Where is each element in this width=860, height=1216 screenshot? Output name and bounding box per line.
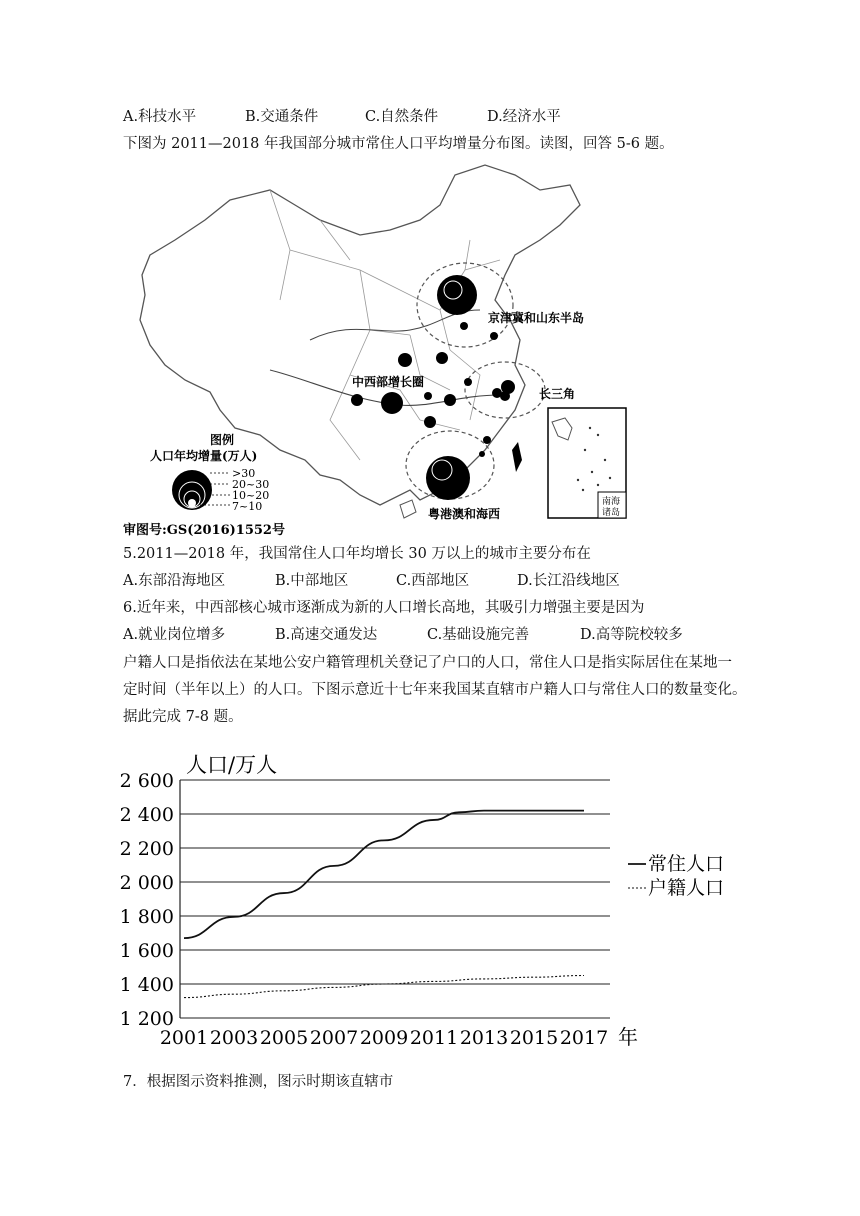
legend-label: 常住人口	[648, 853, 725, 875]
city-bubble	[424, 416, 436, 428]
y-tick-label: 1 600	[120, 940, 174, 962]
inset-label: 南海	[602, 497, 621, 507]
legend-title: 图例	[210, 433, 235, 447]
q5-option-c: C.西部地区	[396, 573, 470, 589]
city-bubble	[483, 436, 491, 444]
inset-label: 诸岛	[602, 508, 621, 518]
legend-item: 7~10	[232, 500, 263, 513]
x-tick-label: 2015	[509, 1027, 559, 1049]
q5-option-a: A.东部沿海地区	[123, 573, 226, 589]
series-line-1	[184, 976, 584, 998]
city-bubble	[444, 394, 456, 406]
passage-line-3: 据此完成 7-8 题。	[123, 709, 243, 725]
x-tick-label: 2003	[209, 1027, 259, 1049]
q4-option-b: B.交通条件	[245, 109, 319, 125]
passage-line-2: 定时间（半年以上）的人口。下图示意近十七年来我国某直辖市户籍人口与常住人口的数量变化。	[123, 682, 747, 698]
q6-stem: 6.近年来，中西部核心城市逐渐成为新的人口增长高地，其吸引力增强主要是因为	[123, 600, 645, 616]
x-tick-label: 2017	[559, 1027, 609, 1049]
y-tick-label: 1 800	[120, 906, 174, 928]
y-tick-label: 1 400	[120, 974, 174, 996]
region-label-south: 粤港澳和海西	[428, 507, 501, 521]
x-tick-label: 2009	[359, 1027, 409, 1049]
legend-item: 20~30	[232, 478, 270, 491]
city-bubble	[490, 332, 498, 340]
x-tick-label: 2007	[309, 1027, 359, 1049]
city-bubble	[381, 392, 403, 414]
q5-option-d: D.长江沿线地区	[517, 573, 620, 589]
q4-option-a: A.科技水平	[123, 109, 197, 125]
q6-option-c: C.基础设施完善	[427, 627, 530, 643]
x-tick-label: 2013	[459, 1027, 509, 1049]
legend-subtitle: 人口年均增量(万人)	[150, 449, 258, 463]
series-line-0	[184, 811, 584, 939]
city-bubble	[424, 392, 432, 400]
q5-option-b: B.中部地区	[275, 573, 349, 589]
y-tick-label: 1 200	[120, 1008, 174, 1030]
city-bubble	[437, 275, 477, 315]
city-bubble	[351, 394, 363, 406]
region-label-central-west: 中西部增长圈	[352, 375, 425, 389]
city-bubble	[398, 353, 412, 367]
q6-option-b: B.高速交通发达	[275, 627, 378, 643]
taiwan-island	[512, 442, 522, 472]
hainan-island	[400, 500, 416, 518]
passage-line-1: 户籍人口是指依法在某地公安户籍管理机关登记了户口的人口，常住人口是指实际居住在某地一	[123, 655, 732, 671]
city-bubble	[460, 322, 468, 330]
q4-option-d: D.经济水平	[487, 109, 561, 125]
q4-option-c: C.自然条件	[365, 109, 439, 125]
y-axis-label: 人口/万人	[186, 753, 278, 777]
q7-stem: 7．根据图示资料推测，图示时期该直辖市	[123, 1074, 394, 1090]
map-intro: 下图为 2011—2018 年我国部分城市常住人口平均增量分布图。读图，回答 5-6 题。	[123, 136, 674, 152]
y-tick-label: 2 600	[120, 770, 174, 792]
x-tick-label: 2011	[409, 1027, 459, 1049]
legend-item: 10~20	[232, 489, 270, 502]
city-bubble	[464, 378, 472, 386]
x-tick-label: 2001	[159, 1027, 209, 1049]
region-label-jingjinji: 京津冀和山东半岛	[488, 311, 585, 325]
x-axis-label: 年	[618, 1025, 638, 1049]
population-line-chart	[120, 748, 740, 1058]
city-bubble	[479, 451, 485, 457]
legend-label: 户籍人口	[648, 877, 725, 899]
region-label-yangtze: 长三角	[539, 387, 576, 401]
q6-option-a: A.就业岗位增多	[123, 627, 226, 643]
x-tick-label: 2005	[259, 1027, 309, 1049]
legend-item: >30	[232, 467, 256, 480]
y-tick-label: 2 200	[120, 838, 174, 860]
q6-option-d: D.高等院校较多	[580, 627, 683, 643]
city-bubble	[500, 391, 510, 401]
population-map	[120, 160, 640, 538]
city-bubble	[436, 352, 448, 364]
q5-stem: 5.2011—2018 年，我国常住人口年均增长 30 万以上的城市主要分布在	[123, 546, 591, 562]
y-tick-label: 2 000	[120, 872, 174, 894]
map-review-number: 审图号:GS(2016)1552号	[123, 523, 285, 538]
y-tick-label: 2 400	[120, 804, 174, 826]
